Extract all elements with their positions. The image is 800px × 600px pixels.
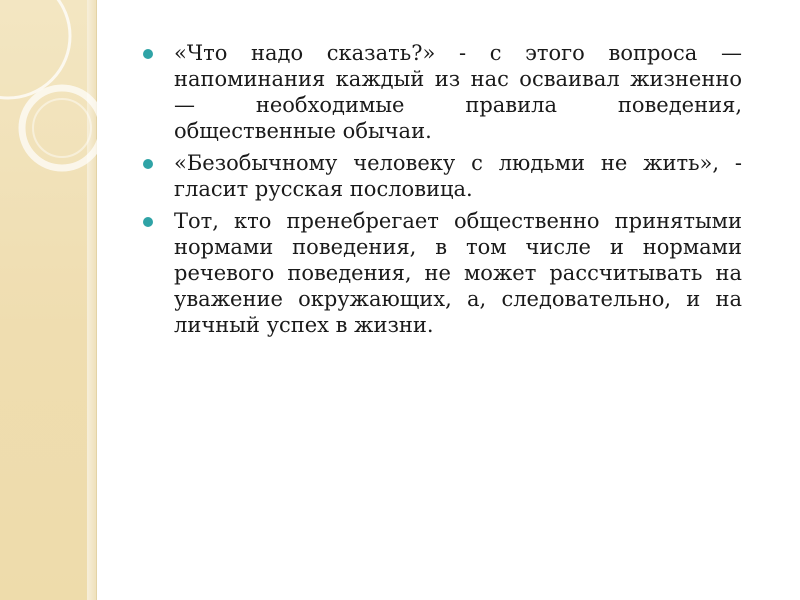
bullet-dot-icon xyxy=(143,49,153,59)
bullet-dot-icon xyxy=(143,217,153,227)
bullet-text: Тот, кто пренебрегает общественно принятыми нормами поведения, в том числе и нормами речевого поведения, не может рассчитывать на уважение окружающих, а, следовательно, и на личный успех в жизни. xyxy=(174,209,742,337)
slide-content xyxy=(140,40,742,344)
bullet-list xyxy=(140,40,742,338)
bullet-item xyxy=(140,150,742,202)
bullet-item xyxy=(140,208,742,338)
deco-ring-large xyxy=(0,0,70,98)
deco-ring-inner xyxy=(33,99,91,157)
bullet-text: «Что надо сказать?» - с этого вопроса — напоминания каждый из нас осваивал жизненно — необходимые правила поведения, общественные обычаи. xyxy=(174,41,742,143)
bullet-text: «Безобычному человеку с людьми не жить», - гласит русская пословица. xyxy=(174,151,742,201)
bullet-dot-icon xyxy=(143,159,153,169)
bullet-item xyxy=(140,40,742,144)
decorative-circles xyxy=(0,0,97,600)
